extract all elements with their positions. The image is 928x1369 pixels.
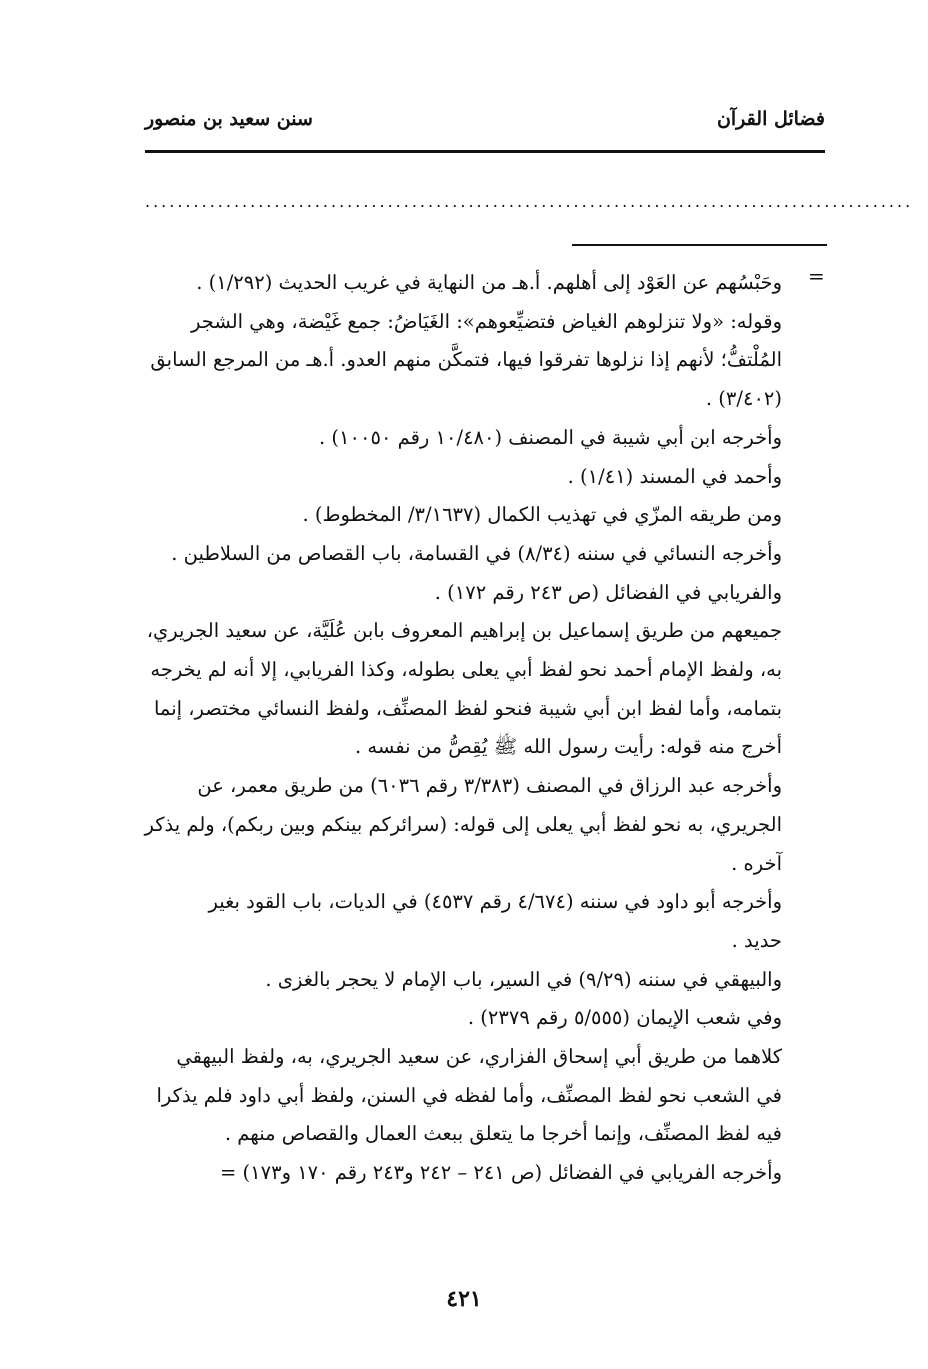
text-line: وأخرجه النسائي في سننه (٨/٣٤) في القسامة، باب القصاص من السلاطين .: [171, 541, 782, 565]
text-line: وأخرجه أبو داود في سننه (٤/٦٧٤ رقم ٤٥٣٧) في الديات، باب القود بغير: [208, 890, 782, 914]
continuation-mark: =: [808, 264, 825, 288]
text-line: والفريابي في الفضائل (ص ٢٤٣ رقم ١٧٢) .: [434, 580, 782, 604]
text-line: جميعهم من طريق إسماعيل بن إبراهيم المعروف بابن عُلَيَّة، عن سعيد الجريري،: [146, 619, 782, 643]
text-line: وأخرجه ابن أبي شيبة في المصنف (١٠/٤٨٠ رقم ١٠٠٥٠) .: [319, 425, 782, 449]
text-line: كلاهما من طريق أبي إسحاق الفزاري، عن سعيد الجريري، به، ولفظ البيهقي: [176, 1045, 782, 1069]
text-line: أخرج منه قوله: رأيت رسول الله ﷺ يُقِصُّ من نفسه .: [355, 735, 782, 759]
text-line: وأحمد في المسند (١/٤١) .: [567, 464, 782, 488]
text-line: حديد .: [731, 928, 782, 952]
text-line: وأخرجه عبد الرزاق في المصنف (٣/٣٨٣ رقم ٦٠٣٦) من طريق معمر، عن: [197, 774, 782, 798]
text-line: وحَبْسُهم عن العَوْد إلى أهلهم. أ.هـ من النهاية في غريب الحديث (١/٢٩٢) .: [196, 271, 782, 294]
text-line: والبيهقي في سننه (٩/٢٩) في السير، باب الإمام لا يحجر بالغزى .: [265, 967, 782, 991]
text-line: آخره .: [731, 851, 782, 875]
book-section-title: فضائل القرآن: [716, 108, 825, 130]
text-line: المُلْتفُّ؛ لأنهم إذا نزلوها تفرقوا فيها، فتمكَّن منهم العدو. أ.هـ من المرجع السابق: [150, 348, 782, 372]
footnote-rule: [572, 244, 827, 246]
running-header: [145, 108, 825, 144]
dotted-separator: ...............................................................................................: [145, 192, 914, 211]
text-line: الجريري، به نحو لفظ أبي يعلى إلى قوله: (سرائركم بينكم وبين ربكم)، ولم يذكر: [144, 812, 782, 836]
text-line: بتمامه، وأما لفظ ابن أبي شيبة فنحو لفظ المصنِّف، ولفظ النسائي مختصر، إنما: [153, 696, 782, 720]
page-number: ٤٢١: [446, 1286, 482, 1312]
text-line: به، ولفظ الإمام أحمد نحو لفظ أبي يعلى بطوله، وكذا الفريابي، إلا أنه لم يخرجه: [150, 658, 782, 682]
text-line: ومن طريقه المزّي في تهذيب الكمال (٣/١٦٣٧/ المخطوط) .: [302, 503, 782, 527]
book-title: سنن سعيد بن منصور: [145, 108, 313, 130]
text-line: وفي شعب الإيمان (٥/٥٥٥ رقم ٢٣٧٩) .: [467, 1006, 782, 1030]
text-line: وقوله: «ولا تنزلوهم الغياض فتضيِّعوهم»: الغَيَاضُ: جمع غَيْضة، وهي الشجر: [190, 309, 782, 333]
header-rule: [145, 150, 825, 153]
text-line: فيه لفظ المصنِّف، وإنما أخرجا ما يتعلق ببعث العمال والقصاص منهم .: [224, 1122, 782, 1146]
text-line: (٣/٤٠٢) .: [705, 387, 782, 411]
text-line: وأخرجه الفريابي في الفضائل (ص ٢٤١ – ٢٤٢ و٢٤٣ رقم ١٧٠ و١٧٣) =: [219, 1161, 782, 1185]
footnote-body: [112, 264, 782, 1193]
text-line: في الشعب نحو لفظ المصنِّف، وأما لفظه في السنن، ولفظ أبي داود فلم يذكرا: [156, 1083, 782, 1107]
